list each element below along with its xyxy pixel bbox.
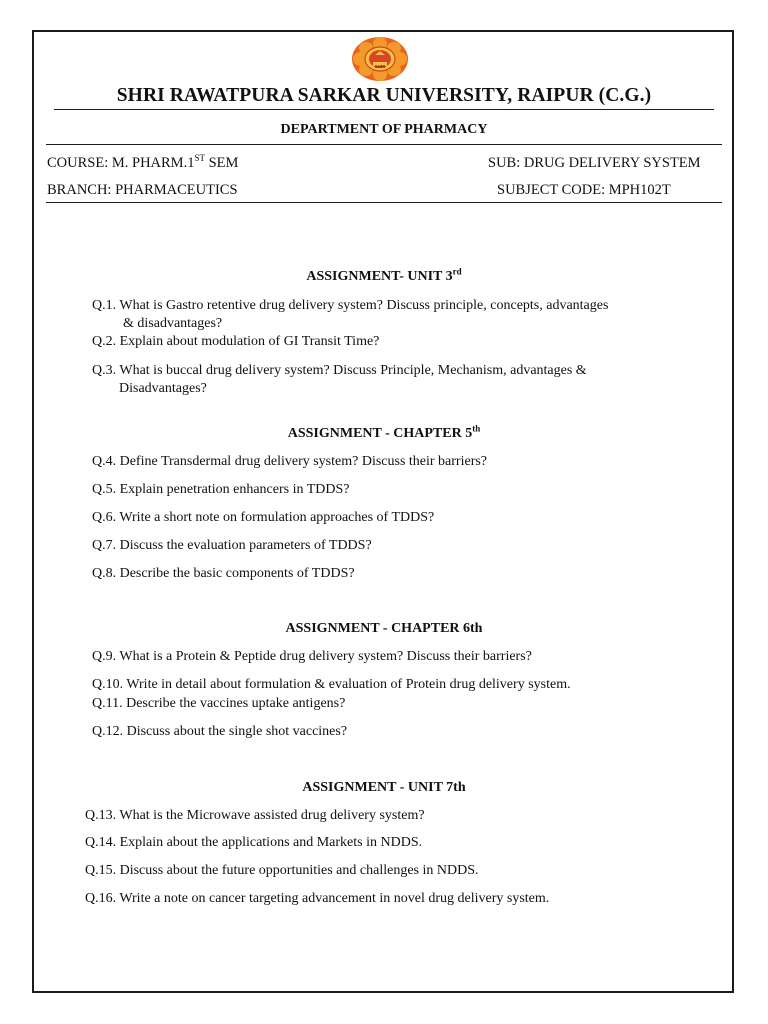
question-14: Q.14. Explain about the applications and Markets in NDDS. <box>85 835 423 850</box>
question-2: Q.2. Explain about modulation of GI Transit Time? <box>92 334 380 349</box>
divider <box>46 144 722 145</box>
question-16: Q.16. Write a note on cancer targeting advancement in novel drug delivery system. <box>85 891 550 906</box>
question-9: Q.9. What is a Protein & Peptide drug delivery system? Discuss their barriers? <box>92 649 532 664</box>
section-heading-unit-7: ASSIGNMENT - UNIT 7th <box>302 780 466 795</box>
question-1: Q.1. What is Gastro retentive drug delivery system? Discuss principle, concepts, advantages <box>92 298 609 313</box>
department-title: DEPARTMENT OF PHARMACY <box>280 122 488 137</box>
subject-code-label: SUBJECT CODE: MPH102T <box>497 182 671 198</box>
divider <box>46 202 722 203</box>
divider <box>54 109 714 110</box>
question-8: Q.8. Describe the basic components of TDDS? <box>92 566 355 581</box>
question-5: Q.5. Explain penetration enhancers in TDDS? <box>92 482 350 497</box>
section-heading-chapter-6: ASSIGNMENT - CHAPTER 6th <box>285 621 483 636</box>
seal-text: SHRI <box>374 64 386 69</box>
question-10: Q.10. Write in detail about formulation & evaluation of Protein drug delivery system. <box>92 677 571 692</box>
section-heading-chapter-5: ASSIGNMENT - CHAPTER 5th <box>287 423 481 441</box>
question-7: Q.7. Discuss the evaluation parameters of TDDS? <box>92 538 372 553</box>
question-4: Q.4. Define Transdermal drug delivery system? Discuss their barriers? <box>92 454 488 469</box>
course-label: COURSE: M. PHARM.1ST SEM <box>47 153 239 171</box>
question-13: Q.13. What is the Microwave assisted drug delivery system? <box>85 808 425 823</box>
question-12: Q.12. Discuss about the single shot vaccines? <box>92 724 348 739</box>
question-1-cont: & disadvantages? <box>123 316 223 331</box>
question-3: Q.3. What is buccal drug delivery system? Discuss Principle, Mechanism, advantages & <box>92 363 587 378</box>
university-seal-logo <box>350 36 410 82</box>
branch-label: BRANCH: PHARMACEUTICS <box>47 182 238 198</box>
question-11: Q.11. Describe the vaccines uptake antigens? <box>92 696 346 711</box>
question-15: Q.15. Discuss about the future opportunities and challenges in NDDS. <box>85 863 479 878</box>
university-title: SHRI RAWATPURA SARKAR UNIVERSITY, RAIPUR (C.G.) <box>116 85 652 106</box>
subject-label: SUB: DRUG DELIVERY SYSTEM <box>488 155 701 171</box>
question-3-cont: Disadvantages? <box>119 381 207 396</box>
section-heading-unit-3: ASSIGNMENT- UNIT 3rd <box>306 266 462 284</box>
question-6: Q.6. Write a short note on formulation approaches of TDDS? <box>92 510 435 525</box>
